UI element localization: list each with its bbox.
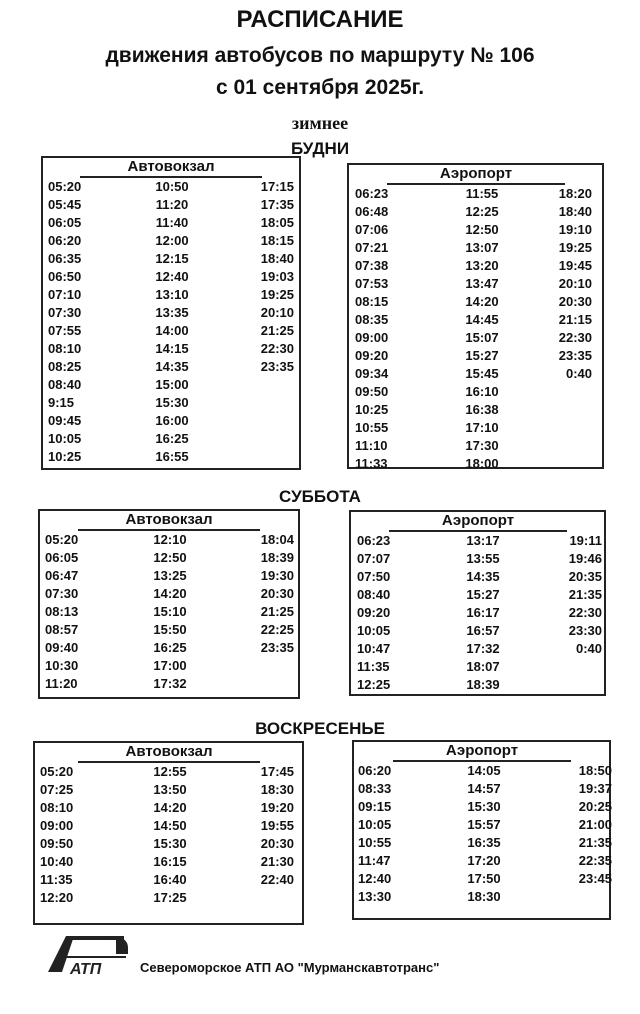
departure-time: 15:27 [465, 348, 499, 363]
time-column [558, 532, 602, 658]
time-column [568, 762, 612, 888]
departure-time: 06:20 [358, 763, 392, 778]
departure-time: 15:30 [155, 395, 189, 410]
saturday-title: СУББОТА [279, 487, 361, 506]
departure-time: 05:20 [45, 532, 79, 547]
departure-time: 20:25 [578, 799, 612, 814]
departure-time: 19:25 [260, 287, 294, 302]
departure-time: 10:05 [357, 623, 391, 638]
departure-time: 15:27 [466, 587, 500, 602]
departure-time: 12:40 [155, 269, 189, 284]
departure-time: 12:50 [153, 550, 187, 565]
departure-time: 18:30 [467, 889, 501, 904]
departure-time: 15:57 [467, 817, 501, 832]
departure-time: 11:40 [155, 215, 189, 230]
departure-time: 09:20 [357, 605, 391, 620]
departure-time: 10:55 [358, 835, 392, 850]
departure-time: 13:20 [465, 258, 499, 273]
departure-time: 22:35 [578, 853, 612, 868]
time-column [140, 763, 200, 907]
time-column [452, 185, 512, 473]
departure-time: 15:45 [465, 366, 499, 381]
departure-time: 10:05 [48, 431, 82, 446]
saturday-bus-station-table [38, 509, 300, 699]
departure-time: 12:40 [358, 871, 392, 886]
departure-time: 13:17 [466, 533, 500, 548]
departure-time: 19:45 [558, 258, 592, 273]
departure-time: 08:13 [45, 604, 79, 619]
time-column [140, 531, 200, 693]
departure-time: 15:30 [467, 799, 501, 814]
departure-time: 22:25 [260, 622, 294, 637]
departure-time: 15:30 [153, 836, 187, 851]
table-header: Аэропорт [389, 512, 567, 532]
departure-time: 10:30 [45, 658, 79, 673]
departure-time: 13:55 [466, 551, 500, 566]
saturday-airport-table [349, 510, 606, 696]
departure-time: 05:45 [48, 197, 82, 212]
departure-time: 09:00 [40, 818, 74, 833]
departure-time: 12:50 [465, 222, 499, 237]
departure-time: 11:10 [355, 438, 388, 453]
schedule-title: РАСПИСАНИЕ [236, 6, 404, 33]
departure-time: 22:40 [260, 872, 294, 887]
departure-time: 05:20 [48, 179, 82, 194]
weekdays-title: БУДНИ [290, 139, 350, 158]
departure-time: 21:30 [260, 854, 294, 869]
departure-time: 14:57 [467, 781, 501, 796]
departure-time: 06:48 [355, 204, 389, 219]
departure-time: 23:35 [260, 640, 294, 655]
departure-time: 23:35 [260, 359, 294, 374]
departure-time: 09:20 [355, 348, 389, 363]
table-header: Аэропорт [393, 742, 571, 762]
departure-time: 08:25 [48, 359, 82, 374]
departure-time: 07:50 [357, 569, 391, 584]
departure-time: 9:15 [48, 395, 75, 410]
atp-logo [44, 932, 130, 976]
departure-time: 13:30 [358, 889, 392, 904]
departure-time: 07:55 [48, 323, 82, 338]
departure-time: 12:15 [155, 251, 189, 266]
departure-time: 10:25 [355, 402, 389, 417]
departure-time: 18:30 [260, 782, 294, 797]
departure-time: 14:50 [153, 818, 187, 833]
departure-time: 06:23 [355, 186, 389, 201]
departure-time: 08:15 [355, 294, 389, 309]
departure-time: 23:30 [568, 623, 602, 638]
sunday-airport-table [352, 740, 611, 920]
departure-time: 11:55 [465, 186, 499, 201]
time-column [548, 185, 592, 383]
departure-time: 19:37 [578, 781, 612, 796]
departure-time: 21:35 [578, 835, 612, 850]
departure-time: 21:15 [558, 312, 592, 327]
departure-time: 16:38 [465, 402, 499, 417]
effective-date: с 01 сентября 2025г. [215, 76, 425, 99]
departure-time: 19:03 [260, 269, 294, 284]
departure-time: 13:25 [153, 568, 187, 583]
departure-time: 16:25 [153, 640, 187, 655]
departure-time: 08:40 [357, 587, 391, 602]
route-subtitle: движения автобусов по маршруту № 106 [105, 44, 535, 67]
departure-time: 14:15 [155, 341, 189, 356]
departure-time: 19:11 [569, 533, 602, 548]
departure-time: 06:20 [48, 233, 82, 248]
departure-time: 17:35 [260, 197, 294, 212]
time-column [355, 185, 399, 473]
departure-time: 13:35 [155, 305, 189, 320]
departure-time: 22:30 [568, 605, 602, 620]
departure-time: 20:35 [568, 569, 602, 584]
departure-time: 08:35 [355, 312, 389, 327]
departure-time: 20:30 [558, 294, 592, 309]
departure-time: 09:50 [40, 836, 74, 851]
departure-time: 13:47 [465, 276, 499, 291]
departure-time: 09:45 [48, 413, 82, 428]
departure-time: 17:15 [260, 179, 294, 194]
departure-time: 18:40 [260, 251, 294, 266]
departure-time: 07:38 [355, 258, 389, 273]
departure-time: 13:10 [155, 287, 189, 302]
departure-time: 10:55 [355, 420, 389, 435]
departure-time: 07:10 [48, 287, 82, 302]
departure-time: 14:45 [465, 312, 499, 327]
departure-time: 22:30 [260, 341, 294, 356]
departure-time: 07:30 [45, 586, 79, 601]
departure-time: 09:00 [355, 330, 389, 345]
departure-time: 19:55 [260, 818, 294, 833]
departure-time: 17:00 [153, 658, 187, 673]
table-header: Автовокзал [78, 511, 260, 531]
time-column [454, 762, 514, 906]
departure-time: 17:32 [153, 676, 187, 691]
departure-time: 18:15 [260, 233, 294, 248]
departure-time: 09:34 [355, 366, 389, 381]
departure-time: 20:30 [260, 586, 294, 601]
table-header: Автовокзал [78, 743, 260, 763]
departure-time: 09:15 [358, 799, 392, 814]
departure-time: 11:33 [355, 456, 388, 471]
logo-text: АТП [70, 961, 102, 976]
departure-time: 08:40 [48, 377, 82, 392]
departure-time: 16:10 [465, 384, 499, 399]
departure-time: 07:30 [48, 305, 82, 320]
departure-time: 10:25 [48, 449, 82, 464]
departure-time: 12:25 [465, 204, 499, 219]
departure-time: 06:47 [45, 568, 79, 583]
departure-time: 19:46 [568, 551, 602, 566]
departure-time: 16:40 [153, 872, 187, 887]
departure-time: 17:25 [153, 890, 187, 905]
departure-time: 22:30 [558, 330, 592, 345]
departure-time: 06:50 [48, 269, 82, 284]
departure-time: 18:39 [260, 550, 294, 565]
table-header: Аэропорт [387, 165, 565, 185]
time-column [45, 531, 89, 693]
departure-time: 12:00 [155, 233, 189, 248]
time-column [250, 531, 294, 657]
departure-time: 06:05 [48, 215, 82, 230]
departure-time: 10:40 [40, 854, 74, 869]
departure-time: 19:30 [260, 568, 294, 583]
departure-time: 16:35 [467, 835, 501, 850]
departure-time: 09:50 [355, 384, 389, 399]
departure-time: 11:35 [357, 659, 390, 674]
departure-time: 23:35 [558, 348, 592, 363]
departure-time: 18:05 [260, 215, 294, 230]
departure-time: 21:25 [260, 604, 294, 619]
organization-name: Североморское АТП АО "Мурманскавтотранс" [140, 960, 440, 975]
departure-time: 16:00 [155, 413, 189, 428]
departure-time: 16:25 [155, 431, 189, 446]
sunday-bus-station-table [33, 741, 304, 925]
departure-time: 08:33 [358, 781, 392, 796]
departure-time: 10:50 [155, 179, 189, 194]
time-column [250, 763, 294, 889]
departure-time: 10:05 [358, 817, 392, 832]
weekdays-bus-station-table [41, 156, 301, 470]
departure-time: 18:40 [558, 204, 592, 219]
departure-time: 11:20 [155, 197, 189, 212]
departure-time: 13:07 [465, 240, 499, 255]
departure-time: 08:10 [48, 341, 82, 356]
departure-time: 18:39 [466, 677, 500, 692]
departure-time: 13:50 [153, 782, 187, 797]
departure-time: 15:10 [153, 604, 187, 619]
departure-time: 11:35 [40, 872, 73, 887]
departure-time: 05:20 [40, 764, 74, 779]
departure-time: 17:45 [260, 764, 294, 779]
departure-time: 15:00 [155, 377, 189, 392]
departure-time: 17:10 [465, 420, 499, 435]
departure-time: 11:20 [45, 676, 78, 691]
departure-time: 12:25 [357, 677, 391, 692]
departure-time: 18:04 [260, 532, 294, 547]
departure-time: 16:55 [155, 449, 189, 464]
time-column [358, 762, 402, 906]
departure-time: 21:00 [578, 817, 612, 832]
departure-time: 15:50 [153, 622, 187, 637]
departure-time: 14:00 [155, 323, 189, 338]
departure-time: 12:10 [153, 532, 187, 547]
departure-time: 07:53 [355, 276, 389, 291]
departure-time: 21:25 [260, 323, 294, 338]
departure-time: 07:07 [357, 551, 391, 566]
departure-time: 21:35 [568, 587, 602, 602]
departure-time: 09:40 [45, 640, 79, 655]
departure-time: 17:50 [467, 871, 501, 886]
departure-time: 07:25 [40, 782, 74, 797]
departure-time: 14:20 [153, 586, 187, 601]
time-column [48, 178, 92, 466]
table-header: Автовокзал [80, 158, 262, 178]
season-label: зимнее [291, 113, 349, 133]
departure-time: 12:20 [40, 890, 74, 905]
logo-stripe [66, 956, 126, 958]
departure-time: 18:07 [466, 659, 500, 674]
departure-time: 0:40 [565, 366, 592, 381]
departure-time: 17:30 [465, 438, 499, 453]
departure-time: 19:25 [558, 240, 592, 255]
departure-time: 15:07 [465, 330, 499, 345]
departure-time: 11:47 [358, 853, 391, 868]
departure-time: 08:10 [40, 800, 74, 815]
departure-time: 20:10 [558, 276, 592, 291]
time-column [357, 532, 401, 694]
departure-time: 16:15 [153, 854, 187, 869]
departure-time: 06:05 [45, 550, 79, 565]
departure-time: 14:35 [155, 359, 189, 374]
departure-time: 10:47 [357, 641, 391, 656]
departure-time: 14:05 [467, 763, 501, 778]
departure-time: 06:35 [48, 251, 82, 266]
time-column [40, 763, 84, 907]
time-column [453, 532, 513, 694]
departure-time: 14:35 [466, 569, 500, 584]
departure-time: 07:06 [355, 222, 389, 237]
departure-time: 07:21 [355, 240, 389, 255]
departure-time: 19:10 [558, 222, 592, 237]
time-column [250, 178, 294, 376]
departure-time: 18:20 [558, 186, 592, 201]
weekdays-airport-table [347, 163, 604, 469]
departure-time: 17:32 [466, 641, 500, 656]
departure-time: 14:20 [153, 800, 187, 815]
sunday-title: ВОСКРЕСЕНЬЕ [255, 719, 385, 738]
departure-time: 18:00 [465, 456, 499, 471]
departure-time: 18:50 [578, 763, 612, 778]
departure-time: 20:30 [260, 836, 294, 851]
departure-time: 08:57 [45, 622, 79, 637]
departure-time: 20:10 [260, 305, 294, 320]
departure-time: 16:17 [466, 605, 500, 620]
departure-time: 17:20 [467, 853, 501, 868]
departure-time: 19:20 [260, 800, 294, 815]
departure-time: 14:20 [465, 294, 499, 309]
departure-time: 06:23 [357, 533, 391, 548]
departure-time: 0:40 [575, 641, 602, 656]
departure-time: 12:55 [153, 764, 187, 779]
departure-time: 23:45 [578, 871, 612, 886]
time-column [142, 178, 202, 466]
departure-time: 16:57 [466, 623, 500, 638]
